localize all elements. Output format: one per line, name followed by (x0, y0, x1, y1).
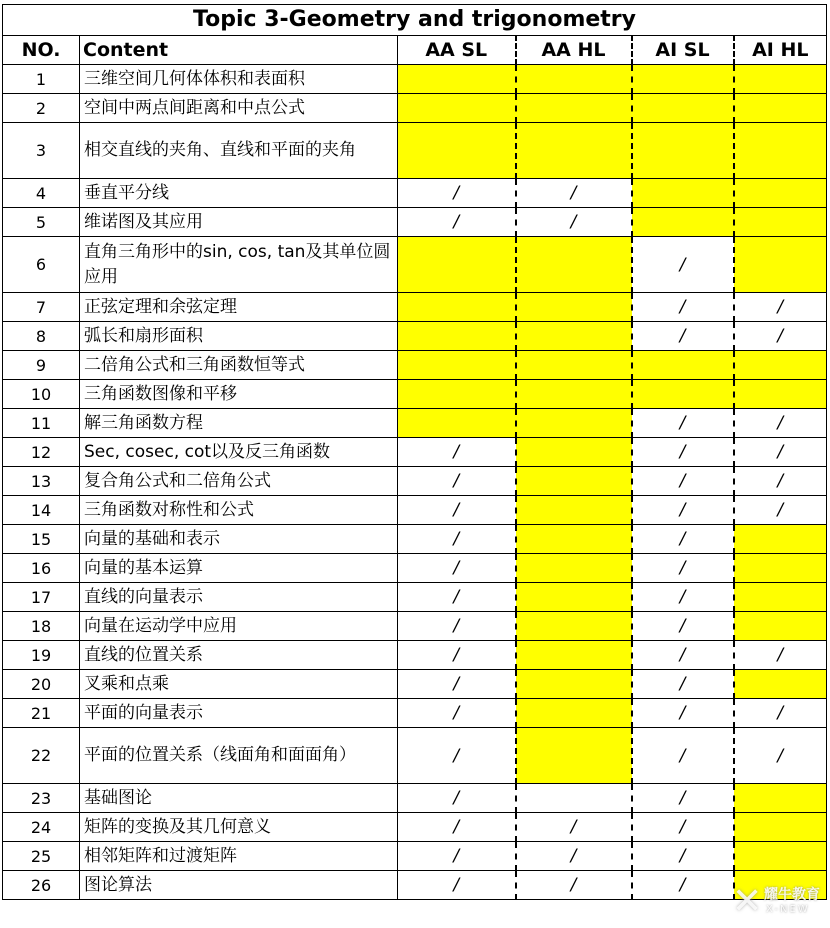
watermark-sub: X-NEW (766, 904, 810, 915)
cell-aa-hl (516, 438, 632, 467)
cell-ai-sl: / (632, 467, 734, 496)
cell-ai-sl: / (632, 409, 734, 438)
row-content: 三角函数图像和平移 (80, 380, 398, 409)
table-row (3, 94, 827, 123)
header-content: Content (80, 36, 398, 65)
row-number: 23 (3, 784, 80, 813)
row-number: 11 (3, 409, 80, 438)
row-content: 图论算法 (80, 871, 398, 900)
cell-ai-sl: / (632, 525, 734, 554)
cell-aa-hl (516, 583, 632, 612)
cell-ai-hl (734, 842, 827, 871)
row-number: 3 (3, 123, 80, 179)
row-content: 弧长和扇形面积 (80, 322, 398, 351)
cell-aa-sl (398, 380, 516, 409)
row-content: 向量的基础和表示 (80, 525, 398, 554)
cell-ai-hl (734, 65, 827, 94)
cell-ai-sl: / (632, 842, 734, 871)
header-no: NO. (3, 36, 80, 65)
row-number: 20 (3, 670, 80, 699)
table-row (3, 380, 827, 409)
cell-ai-sl: / (632, 237, 734, 293)
cell-aa-hl (516, 409, 632, 438)
cell-aa-sl: / (398, 670, 516, 699)
row-content: 空间中两点间距离和中点公式 (80, 94, 398, 123)
cell-ai-sl: / (632, 784, 734, 813)
cell-aa-hl: / (516, 179, 632, 208)
cell-ai-sl: / (632, 496, 734, 525)
row-content: 平面的向量表示 (80, 699, 398, 728)
row-number: 26 (3, 871, 80, 900)
cell-ai-hl (734, 94, 827, 123)
table-row (3, 179, 827, 208)
row-number: 6 (3, 237, 80, 293)
cell-ai-hl (734, 179, 827, 208)
table-row (3, 612, 827, 641)
cell-ai-hl (734, 784, 827, 813)
cell-aa-sl: / (398, 525, 516, 554)
row-content: 基础图论 (80, 784, 398, 813)
cell-ai-sl (632, 94, 734, 123)
row-number: 14 (3, 496, 80, 525)
header-ai-hl: AI HL (734, 36, 827, 65)
cell-aa-sl: / (398, 699, 516, 728)
row-content: Sec, cosec, cot以及反三角函数 (80, 438, 398, 467)
row-content: 叉乘和点乘 (80, 670, 398, 699)
cell-ai-hl (734, 554, 827, 583)
cell-ai-sl (632, 65, 734, 94)
cell-ai-hl (734, 871, 827, 900)
cell-ai-sl: / (632, 670, 734, 699)
cell-aa-hl (516, 641, 632, 670)
row-number: 7 (3, 293, 80, 322)
table-row (3, 784, 827, 813)
cell-ai-sl (632, 380, 734, 409)
row-number: 1 (3, 65, 80, 94)
cell-aa-hl (516, 123, 632, 179)
cell-aa-sl (398, 123, 516, 179)
cell-aa-sl: / (398, 612, 516, 641)
cell-aa-sl (398, 351, 516, 380)
cell-aa-hl (516, 94, 632, 123)
row-number: 24 (3, 813, 80, 842)
row-content: 相邻矩阵和过渡矩阵 (80, 842, 398, 871)
row-content: 二倍角公式和三角函数恒等式 (80, 351, 398, 380)
table-body (3, 65, 827, 900)
row-content: 垂直平分线 (80, 179, 398, 208)
table-row (3, 409, 827, 438)
cell-aa-hl (516, 322, 632, 351)
cell-ai-hl: / (734, 728, 827, 784)
row-content: 维诺图及其应用 (80, 208, 398, 237)
cell-aa-hl (516, 612, 632, 641)
cell-ai-hl (734, 208, 827, 237)
table-row (3, 699, 827, 728)
cell-aa-sl: / (398, 179, 516, 208)
row-number: 10 (3, 380, 80, 409)
cell-aa-hl (516, 525, 632, 554)
cell-ai-sl: / (632, 699, 734, 728)
row-content: 正弦定理和余弦定理 (80, 293, 398, 322)
table-row (3, 670, 827, 699)
cell-aa-hl (516, 467, 632, 496)
cell-aa-hl (516, 784, 632, 813)
row-number: 8 (3, 322, 80, 351)
table-title: Topic 3-Geometry and trigonometry (3, 5, 827, 36)
cell-aa-sl: / (398, 554, 516, 583)
cell-ai-sl: / (632, 554, 734, 583)
cell-aa-hl (516, 65, 632, 94)
cell-aa-hl (516, 380, 632, 409)
cell-ai-sl: / (632, 871, 734, 900)
cell-ai-sl (632, 351, 734, 380)
cell-aa-sl (398, 409, 516, 438)
row-number: 25 (3, 842, 80, 871)
cell-ai-sl: / (632, 612, 734, 641)
row-content: 直线的向量表示 (80, 583, 398, 612)
cell-aa-sl: / (398, 583, 516, 612)
cell-aa-hl (516, 351, 632, 380)
cell-aa-sl (398, 322, 516, 351)
row-content: 相交直线的夹角、直线和平面的夹角 (80, 123, 398, 179)
cell-ai-hl: / (734, 438, 827, 467)
row-number: 4 (3, 179, 80, 208)
cell-aa-hl: / (516, 208, 632, 237)
header-aa-hl: AA HL (516, 36, 632, 65)
cell-ai-hl (734, 670, 827, 699)
cell-ai-sl: / (632, 583, 734, 612)
cell-ai-sl (632, 123, 734, 179)
cell-ai-hl (734, 237, 827, 293)
table-row (3, 293, 827, 322)
cell-ai-sl (632, 179, 734, 208)
syllabus-table (2, 4, 827, 900)
cell-ai-hl (734, 813, 827, 842)
row-content: 直角三角形中的sin, cos, tan及其单位圆应用 (80, 237, 398, 293)
cell-ai-sl: / (632, 322, 734, 351)
cell-aa-sl: / (398, 871, 516, 900)
cell-aa-sl: / (398, 784, 516, 813)
row-content: 向量在运动学中应用 (80, 612, 398, 641)
table-row (3, 467, 827, 496)
cell-aa-sl (398, 94, 516, 123)
table-row (3, 842, 827, 871)
cell-ai-hl (734, 583, 827, 612)
cell-aa-hl: / (516, 871, 632, 900)
cell-ai-sl: / (632, 641, 734, 670)
header-aa-sl: AA SL (398, 36, 516, 65)
cell-ai-hl: / (734, 641, 827, 670)
table-row (3, 438, 827, 467)
cell-ai-hl: / (734, 699, 827, 728)
cell-aa-sl: / (398, 728, 516, 784)
table-row (3, 237, 827, 293)
cell-ai-hl: / (734, 496, 827, 525)
cell-ai-sl: / (632, 728, 734, 784)
row-number: 2 (3, 94, 80, 123)
row-number: 18 (3, 612, 80, 641)
row-content: 三维空间几何体体积和表面积 (80, 65, 398, 94)
row-content: 解三角函数方程 (80, 409, 398, 438)
table-row (3, 123, 827, 179)
cell-ai-sl (632, 208, 734, 237)
cell-aa-sl: / (398, 438, 516, 467)
row-content: 直线的位置关系 (80, 641, 398, 670)
row-number: 13 (3, 467, 80, 496)
table-row (3, 208, 827, 237)
cell-ai-sl: / (632, 293, 734, 322)
watermark-text: 耀牛教育 (764, 887, 820, 903)
cell-ai-hl (734, 612, 827, 641)
row-number: 12 (3, 438, 80, 467)
table-row (3, 871, 827, 900)
cell-aa-hl (516, 496, 632, 525)
cell-ai-hl: / (734, 322, 827, 351)
table-row (3, 65, 827, 94)
row-content: 复合角公式和二倍角公式 (80, 467, 398, 496)
cell-aa-sl: / (398, 496, 516, 525)
row-number: 5 (3, 208, 80, 237)
row-content: 矩阵的变换及其几何意义 (80, 813, 398, 842)
row-content: 平面的位置关系（线面角和面面角） (80, 728, 398, 784)
table-row (3, 322, 827, 351)
cell-aa-sl: / (398, 641, 516, 670)
cell-aa-hl (516, 699, 632, 728)
cell-aa-hl (516, 554, 632, 583)
row-number: 21 (3, 699, 80, 728)
cell-aa-hl (516, 670, 632, 699)
cell-aa-sl: / (398, 467, 516, 496)
table-row (3, 496, 827, 525)
table-row (3, 351, 827, 380)
cell-ai-sl: / (632, 438, 734, 467)
cell-ai-hl (734, 525, 827, 554)
cell-aa-sl: / (398, 208, 516, 237)
cell-aa-hl (516, 293, 632, 322)
cell-aa-hl (516, 728, 632, 784)
cell-ai-hl: / (734, 467, 827, 496)
cell-aa-hl: / (516, 813, 632, 842)
cell-ai-hl (734, 380, 827, 409)
cell-aa-sl: / (398, 842, 516, 871)
table-row (3, 583, 827, 612)
row-number: 22 (3, 728, 80, 784)
cell-aa-sl: / (398, 813, 516, 842)
cell-ai-hl (734, 123, 827, 179)
cell-aa-hl: / (516, 842, 632, 871)
cell-ai-hl: / (734, 293, 827, 322)
row-content: 三角函数对称性和公式 (80, 496, 398, 525)
row-number: 16 (3, 554, 80, 583)
table-row (3, 728, 827, 784)
x-logo-icon: ✕ (732, 881, 763, 922)
table-row (3, 554, 827, 583)
cell-aa-hl (516, 237, 632, 293)
table-row (3, 641, 827, 670)
cell-ai-hl: / (734, 409, 827, 438)
cell-aa-sl (398, 65, 516, 94)
row-number: 9 (3, 351, 80, 380)
row-content: 向量的基本运算 (80, 554, 398, 583)
cell-ai-sl: / (632, 813, 734, 842)
header-ai-sl: AI SL (632, 36, 734, 65)
cell-ai-hl (734, 351, 827, 380)
row-number: 15 (3, 525, 80, 554)
row-number: 17 (3, 583, 80, 612)
table-row (3, 813, 827, 842)
cell-aa-sl (398, 293, 516, 322)
row-number: 19 (3, 641, 80, 670)
cell-aa-sl (398, 237, 516, 293)
table-row (3, 525, 827, 554)
